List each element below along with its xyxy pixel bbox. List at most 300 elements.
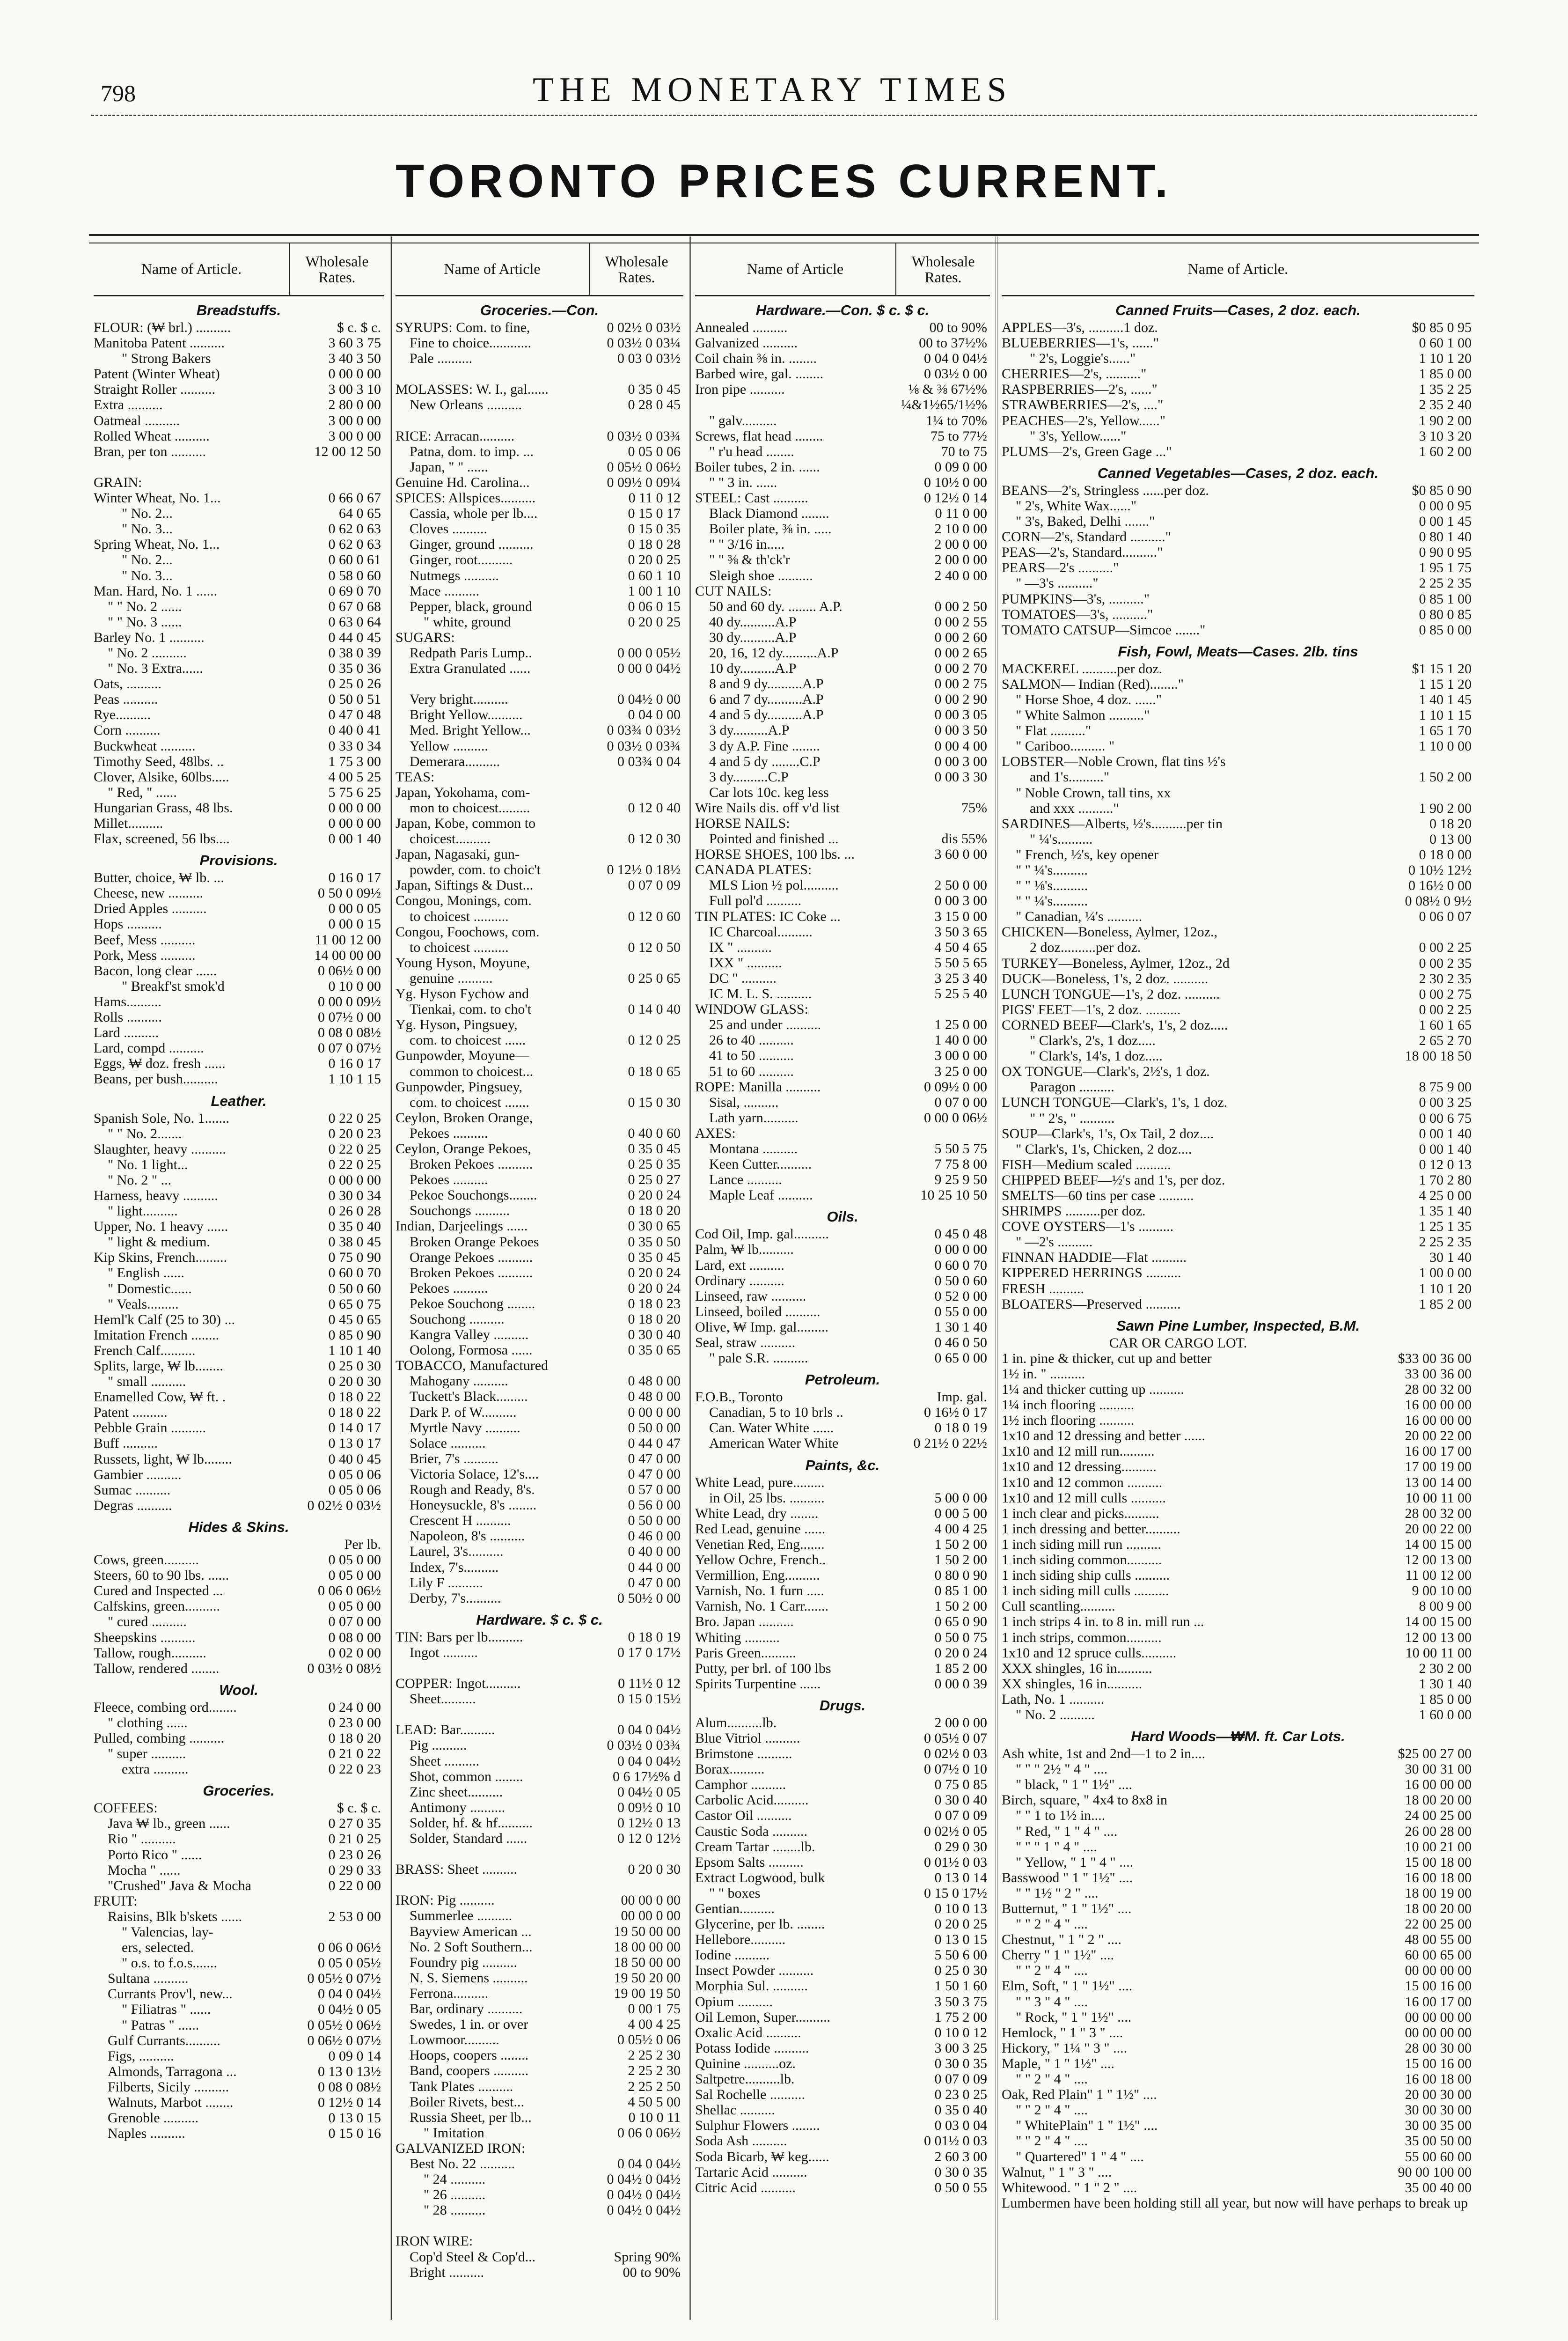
price-row xyxy=(396,862,683,877)
wholesale-rate: 3 60 3 75 xyxy=(328,335,381,351)
price-row xyxy=(94,1141,384,1157)
price-row xyxy=(396,1389,683,1404)
wholesale-rate xyxy=(587,1660,683,1676)
wholesale-rate: 0 04 0 04½ xyxy=(617,1753,681,1769)
wholesale-rate: 18 00 18 50 xyxy=(1405,1048,1472,1064)
wholesale-rate xyxy=(587,986,683,1001)
article-name: Calfskins, green.......... xyxy=(94,1598,220,1614)
price-row xyxy=(94,1126,384,1141)
price-row xyxy=(396,599,683,614)
price-row xyxy=(1002,397,1474,412)
wholesale-rate: 0 47 0 00 xyxy=(628,1575,681,1590)
price-row xyxy=(1002,1188,1474,1203)
wholesale-rate: 16 00 18 00 xyxy=(1405,2071,1472,2087)
article-name: Spirits Turpentine ...... xyxy=(695,1676,821,1692)
wholesale-rate: 12 00 12 50 xyxy=(314,443,381,459)
article-name: Russets, light, ₩ lb........ xyxy=(94,1451,232,1467)
price-row xyxy=(695,816,990,831)
wholesale-rate: 4 50 5 00 xyxy=(628,2094,681,2110)
article-name: Gunpowder, Pingsuey, xyxy=(396,1079,522,1095)
price-row xyxy=(396,1187,683,1203)
wholesale-rate: 0 07 0 00 xyxy=(934,1094,987,1110)
wholesale-rate xyxy=(1355,785,1474,801)
article-name: Full pol'd .......... xyxy=(709,893,802,909)
price-row xyxy=(1002,1048,1474,1064)
wholesale-rate: 15 00 16 00 xyxy=(1405,2055,1472,2071)
article-name: Solace .......... xyxy=(410,1435,486,1451)
article-name: Walnuts, Marbot ........ xyxy=(108,2095,234,2111)
wholesale-rate: 0 18 0 20 xyxy=(628,1203,681,1219)
price-row xyxy=(1002,1002,1474,1017)
wholesale-rate: 1 50 2 00 xyxy=(934,1598,987,1614)
article-name: Straight Roller .......... xyxy=(94,382,215,398)
price-row xyxy=(396,552,683,567)
price-row xyxy=(94,1157,384,1172)
article-name: Japan, Nagasaki, gun- xyxy=(396,847,520,862)
price-row xyxy=(695,924,990,940)
wholesale-rate: 0 85 1 00 xyxy=(1419,591,1472,607)
price-row xyxy=(695,2164,990,2180)
wholesale-rate: 0 50 0 51 xyxy=(328,692,381,707)
article-name: Fine to choice............ xyxy=(410,335,531,351)
wholesale-rate: 0 60 1 10 xyxy=(628,567,681,583)
price-row xyxy=(695,1994,990,2010)
price-row xyxy=(396,1095,683,1110)
article-name: " Domestic...... xyxy=(108,1281,192,1296)
wholesale-rate: 0 80 0 85 xyxy=(1419,606,1472,622)
price-row xyxy=(695,1242,990,1257)
article-name: 25 and under .......... xyxy=(709,1017,821,1033)
article-name xyxy=(396,1877,587,1892)
wholesale-rate: 0 17 0 17½ xyxy=(617,1644,681,1660)
article-name: COPPER: Ingot.......... xyxy=(396,1676,521,1692)
price-row xyxy=(94,1265,384,1281)
price-row xyxy=(1002,514,1474,529)
wholesale-rate: 0 05 0 06 xyxy=(628,443,681,459)
article-name: Degras .......... xyxy=(94,1497,172,1513)
wholesale-rate: 0 35 0 40 xyxy=(934,2102,987,2118)
section-heading: Hardware.—Con. $ c. $ c. xyxy=(755,302,930,318)
price-row xyxy=(1002,1413,1474,1428)
price-row xyxy=(1002,1172,1474,1188)
column-divider xyxy=(390,236,392,2320)
wholesale-rate: 0 25 0 35 xyxy=(628,1156,681,1172)
wholesale-rate: 7 75 8 00 xyxy=(934,1156,987,1172)
price-row xyxy=(695,1885,990,1901)
price-row xyxy=(396,1436,683,1451)
article-name: Cream Tartar ........lb. xyxy=(695,1839,815,1855)
article-name: IC Charcoal.......... xyxy=(709,924,813,940)
price-row xyxy=(1002,1583,1474,1598)
price-row xyxy=(94,397,384,412)
wholesale-rate: 2 50 0 00 xyxy=(934,877,987,893)
wholesale-rate: 3 00 3 10 xyxy=(328,382,381,398)
price-row xyxy=(94,1909,384,1924)
price-row xyxy=(695,1110,990,1126)
section-heading: Breadstuffs. xyxy=(196,302,281,318)
article-name: CHERRIES—2's, .........." xyxy=(1002,366,1147,382)
price-row xyxy=(94,1312,384,1327)
price-row xyxy=(1002,575,1474,591)
wholesale-rate: 0 10 0 11 xyxy=(628,2109,681,2125)
article-name: HORSE NAILS: xyxy=(695,816,790,831)
wholesale-rate: 00 to 37½% xyxy=(919,335,987,351)
article-name: Med. Bright Yellow... xyxy=(410,722,531,738)
article-name: KIPPERED HERRINGS .......... xyxy=(1002,1265,1181,1281)
article-name: " " ¼'s.......... xyxy=(1016,893,1088,909)
price-row xyxy=(396,1831,683,1846)
article-name: " r'u head ........ xyxy=(709,443,794,459)
price-row xyxy=(94,1389,384,1405)
price-row xyxy=(94,1203,384,1219)
wholesale-rate: 1 85 0 00 xyxy=(1419,1691,1472,1707)
wholesale-rate: 0 15 0 30 xyxy=(628,1094,681,1110)
article-name: genuine .......... xyxy=(410,970,493,986)
article-name: " Red, " ...... xyxy=(108,784,177,800)
price-row xyxy=(396,1064,683,1079)
wholesale-rate: 0 28 0 45 xyxy=(628,397,681,413)
article-name: Morphia Sul. .......... xyxy=(695,1978,808,1994)
price-row xyxy=(695,909,990,924)
name-of-article-header: Name of Article. xyxy=(141,260,242,278)
price-row xyxy=(396,1862,683,1877)
lumber-footnote: Lumbermen have been holding still all year, but now will have perhaps to break up xyxy=(1002,2195,1468,2211)
price-row xyxy=(396,320,683,335)
article-name: Raisins, Blk b'skets ...... xyxy=(108,1908,242,1924)
price-row xyxy=(695,1870,990,1885)
section-heading: Hard Woods—₩M. ft. Car Lots. xyxy=(1131,1728,1345,1745)
article-name: Kip Skins, French......... xyxy=(94,1250,227,1266)
price-row xyxy=(396,2218,683,2233)
wholesale-rate: 0 60 0 70 xyxy=(934,1257,987,1273)
wholesale-rate: 5 00 0 00 xyxy=(934,1490,987,1506)
wholesale-rate: 0 06 0 15 xyxy=(628,598,681,614)
article-name: Yg. Hyson Fychow and xyxy=(396,986,529,1002)
wholesale-rate: 1 60 0 00 xyxy=(1419,1707,1472,1723)
article-name: Kangra Valley .......... xyxy=(410,1327,529,1343)
wholesale-rate: 0 20 0 24 xyxy=(628,1265,681,1281)
wholesale-rate: 0 05½ 0 07½ xyxy=(307,1971,381,1987)
wholesale-rate: 0 47 0 00 xyxy=(628,1450,681,1466)
wholesale-rate: 0 07½ 0 10 xyxy=(924,1761,987,1777)
price-row xyxy=(695,1226,990,1242)
wholesale-rate: 0 03½ 0 00 xyxy=(924,366,987,382)
wholesale-rate: 33 00 36 00 xyxy=(1405,1366,1472,1382)
wholesale-rate: 0 20 0 25 xyxy=(934,1916,987,1932)
article-name: Varnish, No. 1 Carr....... xyxy=(695,1598,828,1614)
article-name: Butternut, " 1 " 1½" .... xyxy=(1002,1901,1132,1916)
article-name: Black Diamond ........ xyxy=(709,506,829,522)
price-row xyxy=(695,785,990,800)
wholesale-rate xyxy=(587,1079,683,1095)
wholesale-rate: 0 16½ 0 17 xyxy=(924,1405,987,1421)
price-row xyxy=(94,661,384,676)
article-name: Ingot .......... xyxy=(410,1644,478,1660)
wholesale-rate: 0 03 0 03½ xyxy=(617,351,681,367)
wholesale-rate: 0 18 0 20 xyxy=(628,1311,681,1327)
price-row xyxy=(396,1482,683,1497)
price-row xyxy=(1002,366,1474,382)
price-row xyxy=(94,537,384,552)
wholesale-rate: 0 22 0 25 xyxy=(328,1141,381,1157)
wholesale-rate: 10 00 11 00 xyxy=(1405,1490,1472,1506)
wholesale-rate xyxy=(587,630,683,645)
price-row xyxy=(396,475,683,490)
wholesale-rate: 0 18 0 22 xyxy=(328,1405,381,1421)
price-row xyxy=(695,661,990,676)
wholesale-rate: 0 09½ 0 09¼ xyxy=(607,474,681,490)
price-row xyxy=(396,847,683,862)
article-name: 40 dy..........A.P xyxy=(709,614,797,630)
article-name: TURKEY—Boneless, Aylmer, 12oz., 2d xyxy=(1002,955,1230,971)
price-row xyxy=(94,1893,384,1909)
article-name: Boiler plate, ⅜ in. ..... xyxy=(709,521,832,537)
article-name: Blue Vitriol .......... xyxy=(695,1730,800,1746)
price-row xyxy=(1002,2149,1474,2164)
article-name: Cows, green.......... xyxy=(94,1552,199,1568)
article-name: " 2's, White Wax......" xyxy=(1016,498,1137,514)
article-name: Band, coopers .......... xyxy=(410,2063,529,2079)
price-row xyxy=(396,924,683,940)
price-row xyxy=(94,979,384,994)
article-name: " Imitation xyxy=(424,2125,484,2141)
price-row xyxy=(1002,1459,1474,1474)
wholesale-rate: 4 25 0 00 xyxy=(1419,1187,1472,1203)
article-name: Citric Acid .......... xyxy=(695,2179,796,2195)
price-row xyxy=(1002,956,1474,971)
article-name: Seal, straw .......... xyxy=(695,1335,796,1350)
wholesale-rate: 5 50 6 00 xyxy=(934,1947,987,1963)
wholesale-rate: 0 46 0 50 xyxy=(934,1335,987,1350)
wholesale-rate: 0 00 0 05 xyxy=(328,901,381,917)
wholesale-rate xyxy=(1355,924,1474,940)
article-name: New Orleans .......... xyxy=(410,397,522,413)
wholesale-rate: 0 00 6 75 xyxy=(1419,1110,1472,1126)
wholesale-rate: 1 10 0 00 xyxy=(1419,738,1472,754)
wholesale-rate: 0 55 0 00 xyxy=(934,1303,987,1319)
article-name: CAR OR CARGO LOT. xyxy=(1109,1335,1247,1351)
price-row xyxy=(94,428,384,444)
price-row xyxy=(396,986,683,1001)
wholesale-rate: 0 08 0 08½ xyxy=(318,1025,381,1041)
article-name: 1 inch siding mill run .......... xyxy=(1002,1536,1161,1552)
price-row xyxy=(396,1753,683,1769)
price-row xyxy=(695,986,990,1001)
wholesale-rate: 0 02½ 0 03½ xyxy=(307,1497,381,1513)
wholesale-rate: 1 75 2 00 xyxy=(934,2009,987,2025)
wholesale-rate: 0 18 0 00 xyxy=(1419,847,1472,862)
price-row xyxy=(695,645,990,661)
wholesale-rate: 28 00 32 00 xyxy=(1405,1382,1472,1397)
wholesale-rate: 0 02 0 00 xyxy=(328,1645,381,1661)
article-name: Fleece, combing ord........ xyxy=(94,1699,237,1715)
article-name: " light & medium. xyxy=(108,1234,210,1250)
price-row xyxy=(1002,723,1474,738)
wholesale-rate: 0 05½ 0 06½ xyxy=(607,459,681,475)
article-name: Caustic Soda .......... xyxy=(695,1823,807,1839)
wholesale-rate: 3 40 3 50 xyxy=(328,351,381,367)
wholesale-rate: 0 01½ 0 03 xyxy=(924,1854,987,1870)
price-row xyxy=(695,722,990,738)
price-row xyxy=(94,932,384,948)
price-row xyxy=(1002,1808,1474,1823)
wholesale-rate: 16 00 00 00 xyxy=(1405,1777,1472,1793)
wholesale-rate: 0 06 0 06½ xyxy=(318,1583,381,1599)
wholesale-rate: 0 11 0 12 xyxy=(628,490,681,506)
price-row xyxy=(695,1932,990,1947)
article-name: Pekoe Souchong ........ xyxy=(410,1296,535,1311)
wholesale-rate: 0 26 0 28 xyxy=(328,1203,381,1219)
wholesale-rate: 0 20 0 30 xyxy=(328,1374,381,1390)
article-name: " 28 .......... xyxy=(424,2202,486,2218)
wholesale-rate: 0 00 3 00 xyxy=(934,893,987,909)
price-row xyxy=(396,1513,683,1528)
wholesale-rate: 0 15 0 35 xyxy=(628,521,681,537)
article-name: Rolled Wheat .......... xyxy=(94,428,210,444)
wholesale-rate: 0 38 0 39 xyxy=(328,645,381,661)
article-name: Bright Yellow.......... xyxy=(410,707,523,723)
article-name: Sal Rochelle .......... xyxy=(695,2087,805,2103)
article-name: " French, ½'s, key opener xyxy=(1016,847,1159,862)
price-row xyxy=(94,413,384,428)
price-row xyxy=(695,1730,990,1746)
article-name: Bayview American ... xyxy=(410,1923,532,1939)
price-row xyxy=(94,1420,384,1436)
price-row xyxy=(1002,2025,1474,2040)
wholesale-rate: 0 04 0 04½ xyxy=(617,1722,681,1738)
price-row xyxy=(695,1978,990,1994)
wholesale-rate xyxy=(587,2233,683,2249)
price-row xyxy=(695,2010,990,2025)
price-row xyxy=(1002,909,1474,924)
price-row xyxy=(695,2087,990,2102)
article-name: Index, 7's.......... xyxy=(410,1559,499,1575)
article-name: Pork, Mess .......... xyxy=(94,947,196,963)
article-name: Canadian, 5 to 10 brls .. xyxy=(709,1405,843,1421)
price-row xyxy=(94,1761,384,1777)
article-name: IX " .......... xyxy=(709,939,772,955)
price-row xyxy=(1002,1746,1474,1761)
article-name: Extract Logwood, bulk xyxy=(695,1870,825,1885)
article-name: Solder, hf. & hf.......... xyxy=(410,1815,533,1831)
price-row xyxy=(1002,1335,1474,1351)
price-row xyxy=(94,1831,384,1847)
wholesale-rate xyxy=(587,1846,683,1862)
article-name: 1 inch siding mill culls .......... xyxy=(1002,1583,1169,1599)
price-row xyxy=(695,1389,990,1405)
article-name: " pale S.R. .......... xyxy=(709,1350,808,1366)
price-row xyxy=(1002,692,1474,707)
wholesale-rate: 0 15 0 17 xyxy=(628,506,681,522)
article-name: Red Lead, genuine ...... xyxy=(695,1521,826,1537)
article-name: Lath, No. 1 .......... xyxy=(1002,1691,1105,1707)
price-row xyxy=(1002,1978,1474,1994)
price-row xyxy=(1002,971,1474,986)
wholesale-rate: 0 45 0 65 xyxy=(328,1311,381,1327)
price-row xyxy=(1002,1552,1474,1568)
price-row xyxy=(396,2032,683,2047)
price-row xyxy=(1002,1568,1474,1583)
article-name: in Oil, 25 lbs. .......... xyxy=(709,1490,825,1506)
wholesale-rate xyxy=(587,847,683,862)
price-row xyxy=(695,599,990,614)
article-name: Lard, ext .......... xyxy=(695,1257,784,1273)
wholesale-rate: 00 to 90% xyxy=(623,2264,681,2280)
article-name: XX shingles, 16 in.......... xyxy=(1002,1676,1142,1692)
price-row xyxy=(1002,1676,1474,1692)
article-name: 2 doz..........per doz. xyxy=(1030,940,1141,956)
wholesale-rate: 0 80 1 40 xyxy=(1419,529,1472,545)
article-name: No. 2 Soft Southern... xyxy=(410,1939,533,1955)
article-name: Best No. 22 .......... xyxy=(410,2156,515,2172)
wholesale-rate: 15 00 18 00 xyxy=(1405,1854,1472,1870)
price-row xyxy=(94,1436,384,1451)
article-name: 1x10 and 12 dressing.......... xyxy=(1002,1459,1157,1475)
wholesale-rate: 2 35 2 40 xyxy=(1419,397,1472,413)
article-name: " " " 2½ " 4 " .... xyxy=(1016,1761,1108,1777)
price-row xyxy=(94,1598,384,1614)
price-row xyxy=(1002,1397,1474,1413)
price-row xyxy=(94,1816,384,1831)
price-row xyxy=(396,707,683,722)
article-name: Beef, Mess .......... xyxy=(94,932,196,948)
wholesale-rate: 0 30 0 34 xyxy=(328,1187,381,1203)
article-name: " black, " 1 " 1½" .... xyxy=(1016,1777,1132,1793)
wholesale-rate: 1 25 0 00 xyxy=(934,1017,987,1033)
article-name: " No. 1 light... xyxy=(108,1156,188,1172)
article-name: Japan, Yokohama, com- xyxy=(396,784,530,800)
wholesale-rate: 11 00 12 00 xyxy=(315,932,381,948)
price-row xyxy=(1002,1916,1474,1932)
price-row xyxy=(1002,1947,1474,1963)
wholesale-rate: Spring 90% xyxy=(614,2249,681,2265)
article-name: " —3's .........." xyxy=(1016,575,1099,591)
price-row xyxy=(94,1405,384,1420)
article-name: Tallow, rough.......... xyxy=(94,1645,206,1661)
article-name: 1 in. pine & thicker, cut up and better xyxy=(1002,1350,1212,1366)
article-name: Hoops, coopers ........ xyxy=(410,2047,529,2063)
wholesale-rate: 0 29 0 33 xyxy=(328,1862,381,1878)
price-row xyxy=(94,692,384,707)
price-row xyxy=(94,1971,384,1986)
article-name: Coil chain ⅜ in. ........ xyxy=(695,351,817,367)
price-row xyxy=(1002,1630,1474,1645)
price-column-4 xyxy=(1002,243,1474,2322)
price-row xyxy=(94,2079,384,2095)
article-name: Patent (Winter Wheat) xyxy=(94,366,220,382)
price-row xyxy=(396,1815,683,1831)
price-row xyxy=(396,444,683,459)
price-row xyxy=(695,1661,990,1676)
article-name: Splits, large, ₩ lb........ xyxy=(94,1358,223,1374)
price-row xyxy=(396,2265,683,2280)
wholesale-rate: 0 35 0 45 xyxy=(628,1249,681,1265)
wholesale-rate xyxy=(894,785,990,800)
wholesale-rate: 18 00 19 00 xyxy=(1405,1885,1472,1901)
price-row xyxy=(396,1281,683,1296)
wholesale-rate: 0 07 0 09 xyxy=(934,1808,987,1824)
price-row xyxy=(396,1892,683,1908)
price-row xyxy=(695,1792,990,1808)
wholesale-rate: 0 00 4 00 xyxy=(934,738,987,754)
wholesale-rate: 0 23 0 25 xyxy=(934,2087,987,2103)
wholesale-rate: 00 to 90% xyxy=(929,320,987,335)
wholesale-rate xyxy=(1355,754,1474,769)
price-row xyxy=(695,1916,990,1932)
article-name: Cop'd Steel & Cop'd... xyxy=(410,2249,536,2265)
wholesale-rate: 0 52 0 00 xyxy=(934,1288,987,1304)
article-name: 10 dy..........A.P xyxy=(709,661,797,677)
